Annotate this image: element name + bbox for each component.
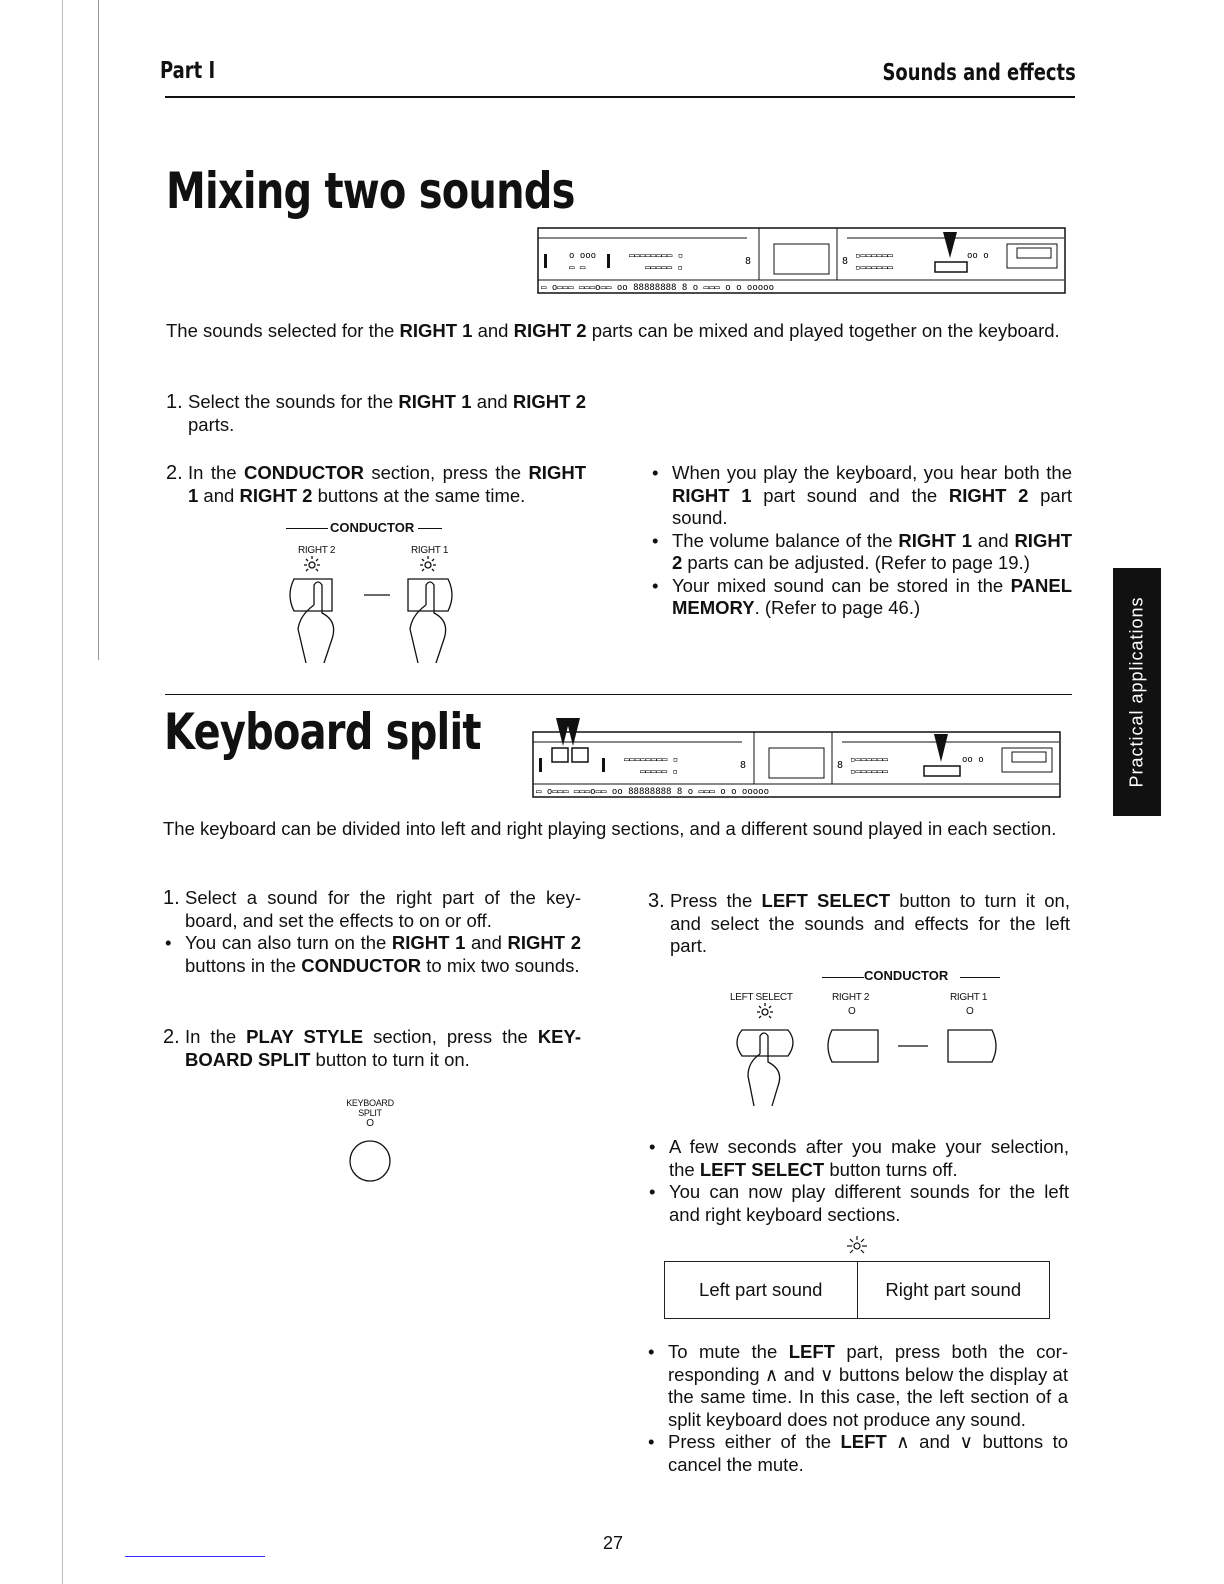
svg-text:8: 8 xyxy=(745,256,752,267)
side-tab xyxy=(1113,568,1161,816)
svg-text:▭ o▭▭▭ ▭▭▭o▭▭ oo 88888888: ▭ o▭▭▭ ▭▭▭o▭▭ oo 88888888 8 o ▭▭▭ o o ooooo xyxy=(536,787,769,797)
section1-bullets xyxy=(650,462,1072,620)
list-item: • A few seconds after you make your selection, the LEFT SELECT button turns off. xyxy=(647,1136,1069,1181)
list-item: • Your mixed sound can be stored in the PANEL MEMORY. (Refer to page 46.) xyxy=(650,575,1072,620)
right-part-cell: Right part sound xyxy=(885,1279,1022,1300)
header-part: Part I xyxy=(160,58,216,84)
svg-text:▫▭▭▭▭▭▭: ▫▭▭▭▭▭▭ xyxy=(850,767,888,777)
svg-text:oo o: oo o xyxy=(962,755,984,765)
list-item: • The volume balance of the RIGHT 1 and RIGHT 2 parts can be adjusted. (Refer to page 19.) xyxy=(650,530,1072,575)
margin-line xyxy=(62,0,63,1584)
section1-title: Mixing two sounds xyxy=(166,162,575,220)
section2-bullets-b xyxy=(646,1341,1068,1476)
svg-text:▭▭▭▭▭ ▫: ▭▭▭▭▭ ▫ xyxy=(640,767,678,777)
section2-step1: 1. Select a sound for the right part of the key-board, and set the effects to on or off. xyxy=(163,887,581,931)
section1-step1: 1. Select the sounds for the RIGHT 1 and RIGHT 2 parts. xyxy=(166,391,587,435)
header-rule xyxy=(165,96,1075,98)
panel-diagram-2 xyxy=(532,716,1064,800)
svg-text:▫▭▭▭▭▭▭: ▫▭▭▭▭▭▭ xyxy=(850,755,888,765)
footer-link-line xyxy=(125,1556,265,1557)
svg-text:▭ o▭▭▭ ▭▭▭o▭▭ oo 88888888: ▭ o▭▭▭ ▭▭▭o▭▭ oo 88888888 8 o ▭▭▭ o o ooooo xyxy=(541,283,774,293)
list-item: • You can now play different sounds for the left and right keyboard sections. xyxy=(647,1181,1069,1226)
header-section: Sounds and effects xyxy=(882,60,1076,86)
section1-step2: 2. In the CONDUCTOR section, press the RIGHT 1 and RIGHT 2 buttons at the same time. xyxy=(166,462,586,506)
section2-bullets-a xyxy=(647,1136,1069,1226)
svg-text:▭▭▭▭▭▭▭▭ ▫: ▭▭▭▭▭▭▭▭ ▫ xyxy=(624,755,679,765)
svg-text:▭ ▭: ▭ ▭ xyxy=(569,263,586,273)
side-tab-label: Practical applications xyxy=(1126,596,1147,788)
panel-diagram-1 xyxy=(537,224,1067,296)
keyboard-split-diagram: KEYBOARD SPLIT O xyxy=(346,1098,394,1129)
margin-line-2 xyxy=(98,0,99,660)
page-number: 27 xyxy=(603,1533,624,1553)
svg-text:o ooo: o ooo xyxy=(569,251,597,261)
left-part-cell: Left part sound xyxy=(665,1262,858,1318)
section2-step2: 2. In the PLAY STYLE section, press the KEY-BOARD SPLIT button to turn it on. xyxy=(163,1026,581,1070)
section2-step3: 3. Press the LEFT SELECT button to turn it on, and select the sounds and effects for the left part. xyxy=(648,890,1070,956)
svg-text:8: 8 xyxy=(842,256,849,267)
section2-step1-bullet xyxy=(163,932,581,977)
conductor-buttons-2 xyxy=(728,1000,1008,1110)
section1-intro: The sounds selected for the RIGHT 1 and RIGHT 2 parts can be mixed and played together on the keyboard. xyxy=(166,320,1060,341)
svg-text:▭▭▭▭▭▭▭▭ ▫: ▭▭▭▭▭▭▭▭ ▫ xyxy=(629,251,684,261)
split-table xyxy=(664,1261,1050,1319)
section2-title: Keyboard split xyxy=(164,703,481,761)
list-item: • When you play the keyboard, you hear both the RIGHT 1 part sound and the RIGHT 2 part sound. xyxy=(650,462,1072,530)
keyboard-split-button xyxy=(347,1138,393,1184)
section-divider xyxy=(165,694,1072,695)
svg-text:▫▭▭▭▭▭▭: ▫▭▭▭▭▭▭ xyxy=(855,263,893,273)
list-item: • To mute the LEFT part, press both the cor-responding ∧ and ∨ buttons below the display at the same time. In this case, the left section of a split keyboard does not produce any sound. xyxy=(646,1341,1068,1431)
list-item: • You can also turn on the RIGHT 1 and RIGHT 2 buttons in the CONDUCTOR to mix two sounds. xyxy=(163,932,581,977)
svg-text:8: 8 xyxy=(740,760,747,771)
list-item: • Press either of the LEFT ∧ and ∨ buttons to cancel the mute. xyxy=(646,1431,1068,1476)
conductor-buttons-1 xyxy=(280,555,470,670)
svg-text:▭▭▭▭▭ ▫: ▭▭▭▭▭ ▫ xyxy=(645,263,683,273)
section2-intro: The keyboard can be divided into left and right playing sections, and a different sound played in each section. xyxy=(163,818,1057,839)
svg-text:▫▭▭▭▭▭▭: ▫▭▭▭▭▭▭ xyxy=(855,251,893,261)
indicator-light-icon xyxy=(845,1234,869,1256)
svg-text:oo o: oo o xyxy=(967,251,989,261)
svg-text:8: 8 xyxy=(837,760,844,771)
